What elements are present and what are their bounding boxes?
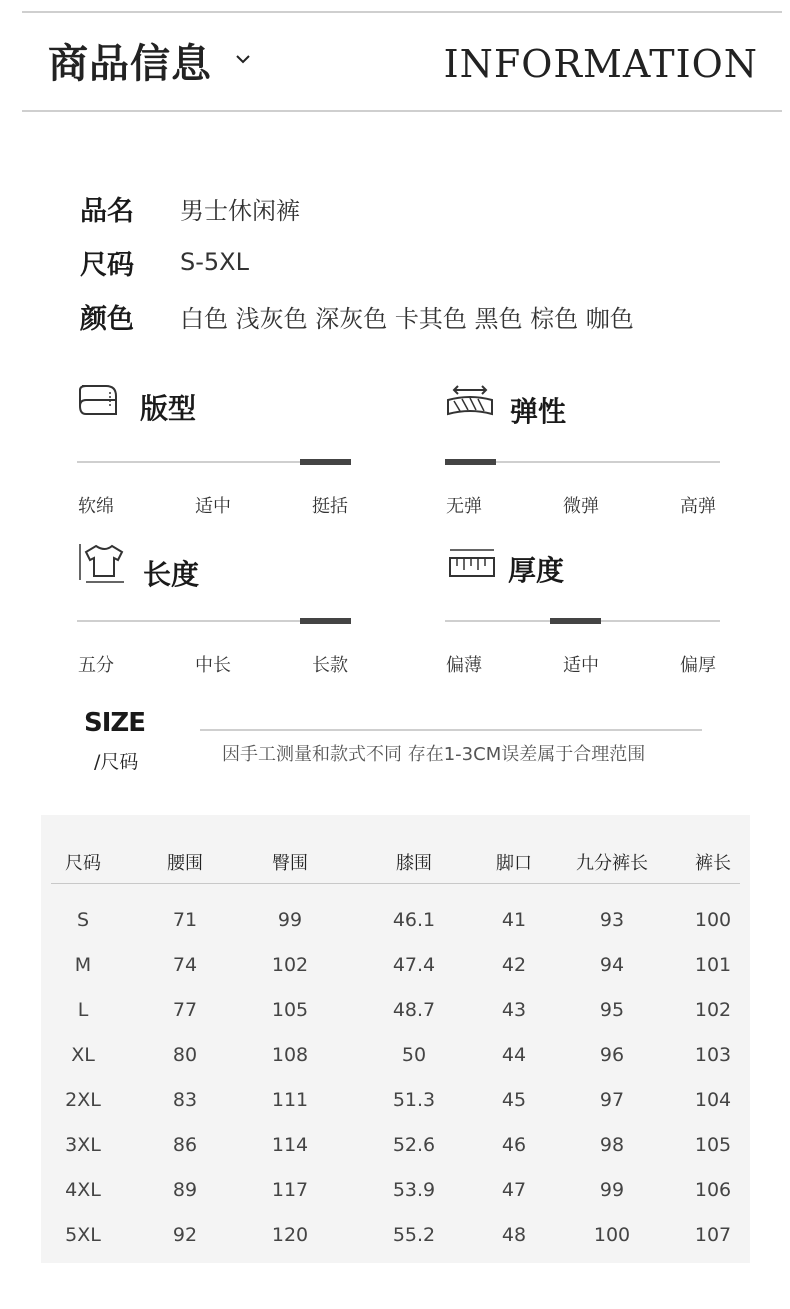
length-indicator [300, 618, 351, 624]
table-cell: 2XL [65, 1089, 101, 1111]
fit-indicator [300, 459, 351, 465]
table-cell: 46.1 [392, 909, 436, 931]
elasticity-scale [445, 461, 720, 463]
elasticity-tick: 高弹 [680, 496, 716, 517]
info-row-color [80, 298, 634, 334]
elasticity-title: 弹性 [510, 395, 567, 428]
table-cell: 106 [694, 1179, 732, 1201]
table-cell: XL [71, 1044, 95, 1066]
table-cell: 3XL [65, 1134, 101, 1156]
table-cell: 108 [271, 1044, 309, 1066]
length-tick: 中长 [195, 655, 231, 676]
thickness-tick: 偏薄 [446, 655, 482, 676]
page-title: 商品信息 [48, 41, 212, 87]
size-subheading: /尺码 [94, 751, 139, 773]
table-cell: 105 [694, 1134, 732, 1156]
table-cell: 42 [501, 954, 527, 976]
info-row-name [80, 190, 300, 226]
thickness-tick: 适中 [563, 655, 599, 676]
table-header-divider [51, 883, 740, 884]
stretch-fabric-icon [444, 384, 496, 420]
table-cell: 47.4 [392, 954, 436, 976]
table-cell: 80 [172, 1044, 198, 1066]
table-header-cell: 腰围 [167, 853, 203, 874]
fit-tick: 适中 [195, 496, 231, 517]
table-cell: 120 [271, 1224, 309, 1246]
table-header-cell: 裤长 [695, 853, 731, 874]
info-value: 男士休闲裤 [180, 196, 300, 225]
table-cell: 105 [271, 999, 309, 1021]
size-heading: SIZE [84, 708, 146, 738]
ruler-icon [448, 548, 496, 580]
table-cell: 114 [271, 1134, 309, 1156]
table-cell: 102 [694, 999, 732, 1021]
table-cell: 107 [694, 1224, 732, 1246]
thickness-title: 厚度 [508, 554, 565, 587]
elasticity-tick: 微弹 [563, 496, 599, 517]
table-header-cell: 臀围 [272, 853, 308, 874]
table-cell: 55.2 [392, 1224, 436, 1246]
length-tick: 五分 [78, 655, 114, 676]
table-cell: 117 [271, 1179, 309, 1201]
info-value: 白色 浅灰色 深灰色 卡其色 黑色 棕色 咖色 [180, 304, 634, 333]
table-cell: 95 [599, 999, 625, 1021]
table-cell: L [77, 999, 89, 1021]
table-cell: 86 [172, 1134, 198, 1156]
table-cell: 44 [501, 1044, 527, 1066]
table-header-cell: 九分裤长 [576, 853, 648, 874]
length-scale [77, 620, 351, 622]
table-cell: 48 [501, 1224, 527, 1246]
table-cell: 47 [501, 1179, 527, 1201]
top-divider [22, 11, 782, 13]
table-cell: 52.6 [392, 1134, 436, 1156]
length-title: 长度 [143, 558, 200, 591]
thickness-scale [445, 620, 720, 622]
table-cell: 46 [501, 1134, 527, 1156]
thickness-tick: 偏厚 [680, 655, 716, 676]
table-cell: 94 [599, 954, 625, 976]
table-cell: S [76, 909, 90, 931]
folded-pants-icon [76, 380, 124, 420]
table-cell: 92 [172, 1224, 198, 1246]
table-cell: 97 [599, 1089, 625, 1111]
table-cell: 43 [501, 999, 527, 1021]
table-cell: 4XL [65, 1179, 101, 1201]
table-cell: 100 [694, 909, 732, 931]
table-cell: 83 [172, 1089, 198, 1111]
table-cell: 98 [599, 1134, 625, 1156]
table-cell: 45 [501, 1089, 527, 1111]
fit-tick: 挺括 [312, 496, 348, 517]
table-cell: 111 [271, 1089, 309, 1111]
table-cell: 53.9 [392, 1179, 436, 1201]
info-label: 品名 [80, 195, 134, 227]
fit-tick: 软绵 [78, 496, 114, 517]
table-header-cell: 膝围 [396, 853, 432, 874]
table-cell: 104 [694, 1089, 732, 1111]
table-header-cell: 脚口 [496, 853, 532, 874]
table-cell: M [74, 954, 92, 976]
elasticity-indicator [445, 459, 496, 465]
chevron-down-icon [234, 50, 252, 68]
page-title-en: INFORMATION [443, 42, 758, 86]
table-cell: 102 [271, 954, 309, 976]
header-divider [22, 110, 782, 112]
table-cell: 41 [501, 909, 527, 931]
fit-scale [77, 461, 351, 463]
size-table [41, 815, 750, 1263]
table-cell: 50 [401, 1044, 427, 1066]
thickness-indicator [550, 618, 601, 624]
table-cell: 48.7 [392, 999, 436, 1021]
size-divider [200, 729, 702, 731]
table-cell: 71 [172, 909, 198, 931]
info-value: S-5XL [180, 248, 249, 276]
table-cell: 74 [172, 954, 198, 976]
fit-title: 版型 [140, 392, 197, 425]
table-cell: 93 [599, 909, 625, 931]
table-cell: 51.3 [392, 1089, 436, 1111]
table-cell: 5XL [65, 1224, 101, 1246]
info-label: 尺码 [80, 249, 134, 281]
table-header-cell: 尺码 [65, 853, 101, 874]
tshirt-measure-icon [78, 542, 126, 584]
table-cell: 89 [172, 1179, 198, 1201]
table-cell: 101 [694, 954, 732, 976]
table-cell: 96 [599, 1044, 625, 1066]
length-tick: 长款 [312, 655, 348, 676]
size-note: 因手工测量和款式不同 存在1-3CM误差属于合理范围 [222, 744, 646, 765]
table-cell: 103 [694, 1044, 732, 1066]
table-cell: 99 [277, 909, 303, 931]
table-cell: 100 [593, 1224, 631, 1246]
elasticity-tick: 无弹 [446, 496, 482, 517]
info-label: 颜色 [80, 303, 134, 335]
info-row-size [80, 244, 249, 280]
table-cell: 77 [172, 999, 198, 1021]
table-cell: 99 [599, 1179, 625, 1201]
